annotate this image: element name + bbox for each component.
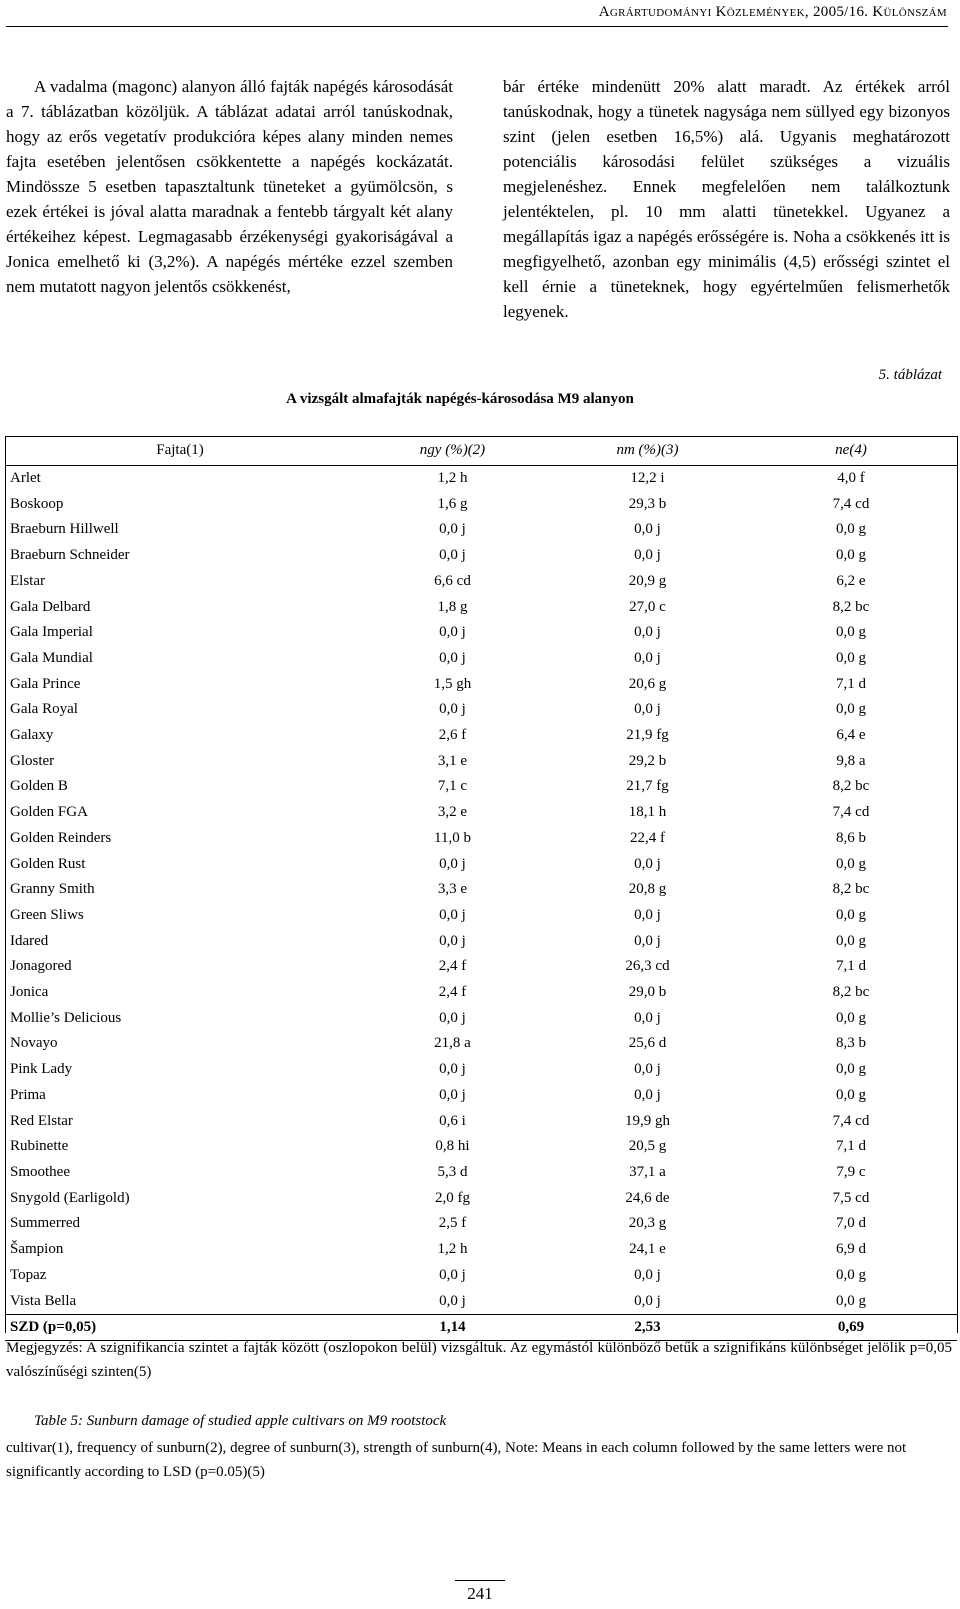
degree-cell: 29,3 b bbox=[628, 495, 667, 512]
frequency-cell: 0,0 j bbox=[439, 932, 466, 949]
table-row bbox=[5, 980, 957, 1006]
table-row bbox=[5, 672, 957, 698]
table-title-text: A vizsgált almafajták napégés-károsodása M9 alanyon bbox=[286, 391, 634, 407]
strength-cell: 6,9 d bbox=[836, 1241, 866, 1258]
table-row bbox=[5, 903, 957, 929]
strength-cell: 7,1 d bbox=[836, 675, 866, 692]
degree-cell: 20,8 g bbox=[628, 881, 667, 898]
cultivar-cell: Boskoop bbox=[10, 495, 64, 512]
degree-cell: 0,0 j bbox=[634, 521, 661, 538]
degree-cell: 20,3 g bbox=[628, 1215, 667, 1232]
frequency-cell: 0,0 j bbox=[439, 521, 466, 538]
cultivar-cell: Granny Smith bbox=[10, 881, 95, 898]
cultivar-cell: Braeburn Hillwell bbox=[10, 521, 119, 538]
cultivar-cell: Rubinette bbox=[10, 1138, 69, 1155]
header-rule bbox=[6, 26, 948, 27]
strength-cell: 7,5 cd bbox=[832, 1189, 870, 1206]
frequency-cell: 3,3 e bbox=[437, 881, 468, 898]
table-row bbox=[5, 826, 957, 852]
strength-cell: 7,1 d bbox=[836, 1138, 866, 1155]
table-row bbox=[5, 569, 957, 595]
strength-cell: 0,0 g bbox=[836, 701, 866, 718]
frequency-cell: 0,0 j bbox=[439, 855, 466, 872]
cultivar-cell: Gala Imperial bbox=[10, 624, 93, 641]
table-row bbox=[5, 877, 957, 903]
table-row bbox=[5, 749, 957, 775]
table-row bbox=[5, 492, 957, 518]
frequency-cell: 0,6 i bbox=[439, 1112, 466, 1129]
frequency-cell: 0,0 j bbox=[439, 649, 466, 666]
frequency-cell: 0,0 j bbox=[439, 547, 466, 564]
sunburn-table bbox=[5, 436, 957, 1341]
table-row bbox=[5, 929, 957, 955]
strength-cell: 4,0 f bbox=[837, 470, 865, 486]
strength-cell: 0,0 g bbox=[836, 1266, 866, 1283]
strength-cell: 9,8 a bbox=[836, 752, 866, 769]
strength-cell: 0,0 g bbox=[836, 906, 866, 923]
header-degree bbox=[550, 437, 745, 466]
degree-cell: 22,4 f bbox=[630, 829, 665, 846]
english-caption: Table 5: Sunburn damage of studied apple cultivars on M9 rootstock bbox=[34, 1413, 447, 1429]
table-row bbox=[5, 800, 957, 826]
frequency-cell: 0,0 j bbox=[439, 1009, 466, 1026]
cultivar-cell: Arlet bbox=[10, 470, 41, 486]
degree-cell: 21,9 fg bbox=[626, 727, 669, 744]
header-frequency-text: ngy (%)(2) bbox=[419, 442, 486, 459]
table-row bbox=[5, 1031, 957, 1057]
table-number: 5. táblázat bbox=[878, 367, 942, 383]
table-row bbox=[5, 1057, 957, 1083]
strength-cell: 8,2 bc bbox=[832, 881, 870, 898]
frequency-cell: 7,1 c bbox=[437, 778, 468, 795]
strength-cell: 8,2 bc bbox=[832, 984, 870, 1001]
degree-cell: 19,9 gh bbox=[625, 1112, 670, 1129]
degree-cell: 24,6 de bbox=[625, 1189, 670, 1206]
cultivar-cell: Summerred bbox=[10, 1215, 80, 1232]
degree-cell: 29,2 b bbox=[628, 752, 667, 769]
cultivar-cell: Golden B bbox=[10, 778, 68, 795]
frequency-cell: 1,2 h bbox=[437, 470, 468, 486]
strength-cell: 0,0 g bbox=[836, 1009, 866, 1026]
lsd-degree: 2,53 bbox=[550, 1315, 745, 1341]
table-row bbox=[5, 697, 957, 723]
degree-cell: 0,0 j bbox=[634, 1266, 661, 1283]
table-row bbox=[5, 466, 957, 492]
cultivar-cell: Mollie’s Delicious bbox=[10, 1009, 122, 1026]
degree-cell: 0,0 j bbox=[634, 1061, 661, 1078]
strength-cell: 0,0 g bbox=[836, 624, 866, 641]
degree-cell: 21,7 fg bbox=[626, 778, 669, 795]
degree-cell: 0,0 j bbox=[634, 624, 661, 641]
strength-cell: 6,2 e bbox=[836, 572, 866, 589]
cultivar-cell: Gloster bbox=[10, 752, 55, 769]
degree-cell: 0,0 j bbox=[634, 701, 661, 718]
frequency-cell: 11,0 b bbox=[434, 829, 471, 846]
strength-cell: 0,0 g bbox=[836, 547, 866, 564]
frequency-cell: 2,4 f bbox=[438, 958, 467, 975]
cultivar-cell: Gala Prince bbox=[10, 675, 81, 692]
cultivar-cell: Gala Royal bbox=[10, 701, 78, 718]
cultivar-cell: Pink Lady bbox=[10, 1061, 73, 1078]
lsd-strength: 0,69 bbox=[745, 1315, 957, 1341]
table-row bbox=[5, 517, 957, 543]
frequency-cell: 0,0 j bbox=[439, 1086, 466, 1103]
table-row bbox=[5, 1134, 957, 1160]
degree-cell: 0,0 j bbox=[634, 932, 661, 949]
strength-cell: 0,0 g bbox=[836, 1061, 866, 1078]
strength-cell: 7,1 d bbox=[836, 958, 866, 975]
frequency-cell: 1,8 g bbox=[437, 598, 468, 615]
frequency-cell: 2,5 f bbox=[438, 1215, 467, 1232]
degree-cell: 0,0 j bbox=[634, 906, 661, 923]
table-row bbox=[5, 852, 957, 878]
cultivar-cell: Vista Bella bbox=[10, 1292, 77, 1309]
table-title bbox=[0, 391, 960, 408]
frequency-cell: 0,0 j bbox=[439, 701, 466, 718]
table-body bbox=[5, 466, 957, 1315]
frequency-cell: 0,8 hi bbox=[435, 1138, 470, 1155]
frequency-cell: 1,2 h bbox=[437, 1241, 468, 1258]
strength-cell: 7,4 cd bbox=[832, 1112, 870, 1129]
cultivar-cell: Green Sliws bbox=[10, 906, 84, 923]
degree-cell: 0,0 j bbox=[634, 855, 661, 872]
frequency-cell: 0,0 j bbox=[439, 624, 466, 641]
frequency-cell: 1,5 gh bbox=[433, 675, 472, 692]
table-row bbox=[5, 1237, 957, 1263]
degree-cell: 29,0 b bbox=[628, 984, 667, 1001]
table-row bbox=[5, 1109, 957, 1135]
cultivar-cell: Gala Mundial bbox=[10, 649, 93, 666]
strength-cell: 7,4 cd bbox=[832, 495, 870, 512]
strength-cell: 8,2 bc bbox=[832, 598, 870, 615]
table-row bbox=[5, 1211, 957, 1237]
table-header-row bbox=[5, 437, 957, 466]
degree-cell: 0,0 j bbox=[634, 1086, 661, 1103]
strength-cell: 0,0 g bbox=[836, 649, 866, 666]
table-row bbox=[5, 1263, 957, 1289]
table-row bbox=[5, 723, 957, 749]
strength-cell: 7,9 c bbox=[836, 1163, 866, 1180]
strength-cell: 0,0 g bbox=[836, 1086, 866, 1103]
table-row bbox=[5, 620, 957, 646]
frequency-cell: 21,8 a bbox=[434, 1035, 471, 1052]
strength-cell: 8,3 b bbox=[836, 1035, 866, 1052]
cultivar-cell: Snygold (Earligold) bbox=[10, 1189, 130, 1206]
frequency-cell: 0,0 j bbox=[439, 1061, 466, 1078]
journal-header: Agrártudományi Közlemények, 2005/16. Különszám bbox=[598, 4, 947, 20]
degree-cell: 25,6 d bbox=[628, 1035, 667, 1052]
table-row bbox=[5, 646, 957, 672]
strength-cell: 0,0 g bbox=[836, 855, 866, 872]
table-row bbox=[5, 1186, 957, 1212]
cultivar-cell: Idared bbox=[10, 932, 49, 949]
degree-cell: 20,5 g bbox=[628, 1138, 667, 1155]
strength-cell: 7,0 d bbox=[836, 1215, 866, 1232]
table-row bbox=[5, 774, 957, 800]
frequency-cell: 2,4 f bbox=[438, 984, 467, 1001]
cultivar-cell: Golden Rust bbox=[10, 855, 86, 872]
strength-cell: 6,4 e bbox=[836, 727, 866, 744]
cultivar-cell: Gala Delbard bbox=[10, 598, 91, 615]
header-degree-text: nm (%)(3) bbox=[616, 442, 679, 459]
cultivar-cell: Topaz bbox=[10, 1266, 47, 1283]
cultivar-cell: Red Elstar bbox=[10, 1112, 73, 1129]
frequency-cell: 6,6 cd bbox=[434, 572, 471, 589]
cultivar-cell: Šampion bbox=[10, 1241, 64, 1258]
table-row bbox=[5, 1006, 957, 1032]
degree-cell: 27,0 c bbox=[629, 598, 666, 615]
frequency-cell: 0,0 j bbox=[439, 906, 466, 923]
degree-cell: 0,0 j bbox=[634, 1292, 661, 1309]
header-strength bbox=[745, 437, 957, 466]
frequency-cell: 0,0 j bbox=[439, 1292, 466, 1309]
strength-cell: 8,6 b bbox=[836, 829, 866, 846]
lsd-frequency: 1,14 bbox=[355, 1315, 550, 1341]
frequency-cell: 1,6 g bbox=[437, 495, 468, 512]
strength-cell: 8,2 bc bbox=[832, 778, 870, 795]
degree-cell: 24,1 e bbox=[629, 1241, 666, 1258]
cultivar-cell: Galaxy bbox=[10, 727, 54, 744]
english-note: cultivar(1), frequency of sunburn(2), degree of sunburn(3), strength of sunburn(4), Note: Means in each column followed by the same letters were not significantly according to LSD (p=0.05)(5) bbox=[6, 1440, 907, 1480]
degree-cell: 0,0 j bbox=[634, 1009, 661, 1026]
cultivar-cell: Braeburn Schneider bbox=[10, 547, 130, 564]
left-column-text: A vadalma (magonc) alanyon álló fajták napégés károsodását a 7. táblázatban közöljük. A táblázat adatai arról tanúskodnak, hogy az erős vegetatív produkcióra képes alany minden nemes fajta esetében jelentősen csökkentette a napégés kockázatát. Mindössze 5 esetben tapasztaltunk tüneteket a gyümölcsön, s ezek értékei is jóval alatta maradnak a fentebb tárgyalt két alany értékeihez képest. Legmagasabb érzékenységi gyakoriságával a Jonica emelhető ki (3,2%). A napégés mértéke ezzel szemben nem mutatott nagyon jelentős csökkenést, bbox=[6, 77, 453, 296]
degree-cell: 0,0 j bbox=[634, 649, 661, 666]
cultivar-cell: Elstar bbox=[10, 572, 45, 589]
frequency-cell: 2,0 fg bbox=[435, 1189, 470, 1206]
frequency-cell: 3,2 e bbox=[437, 804, 468, 821]
degree-cell: 37,1 a bbox=[629, 1163, 666, 1180]
frequency-cell: 2,6 f bbox=[438, 727, 467, 744]
degree-cell: 26,3 cd bbox=[625, 958, 670, 975]
table-row bbox=[5, 595, 957, 621]
cultivar-cell: Smoothee bbox=[10, 1163, 70, 1180]
strength-cell: 0,0 g bbox=[836, 932, 866, 949]
hungarian-note: Megjegyzés: A szignifikancia szintet a fajták között (oszlopokon belül) vizsgáltuk. Az egymástól különböző betűk a szignifikáns különbséget jelölik p=0,05 valószínűségi szinten(5) bbox=[6, 1340, 952, 1380]
table-row bbox=[5, 954, 957, 980]
degree-cell: 20,6 g bbox=[628, 675, 667, 692]
cultivar-cell: Jonagored bbox=[10, 958, 72, 975]
degree-cell: 20,9 g bbox=[628, 572, 667, 589]
strength-cell: 0,0 g bbox=[836, 1292, 866, 1309]
strength-cell: 0,0 g bbox=[836, 521, 866, 538]
page-number-rule bbox=[455, 1580, 505, 1581]
table-row bbox=[5, 1160, 957, 1186]
degree-cell: 12,2 i bbox=[630, 470, 665, 486]
cultivar-cell: Novayo bbox=[10, 1035, 58, 1052]
frequency-cell: 3,1 e bbox=[437, 752, 468, 769]
cultivar-cell: Prima bbox=[10, 1086, 46, 1103]
frequency-cell: 0,0 j bbox=[439, 1266, 466, 1283]
degree-cell: 18,1 h bbox=[628, 804, 667, 821]
table-row bbox=[5, 1083, 957, 1109]
degree-cell: 0,0 j bbox=[634, 547, 661, 564]
right-column-text: bár értéke mindenütt 20% alatt maradt. Az értékek arról tanúskodnak, hogy a tünetek nagysága nem süllyed egy bizonyos szint (jelen esetben 16,5%) alá. Ugyanis meghatározott potenciális károsodási felület szükséges a vizuális megjelenéshez. Ennek megfelelően nem találkoztunk jelentéktelen, pl. 10 mm alatti tünetekkel. Ugyanez a megállapítás igaz a napégés erősségére is. Noha a csökkenés itt is megfigyelhető, azonban egy minimális (4,5) erősségi szintet el kell érnie a tüneteknek, hogy egyértelműen felismerhetők legyenek. bbox=[503, 77, 950, 321]
header-strength-text: ne(4) bbox=[835, 442, 867, 459]
page-number: 241 bbox=[467, 1584, 493, 1603]
table-row bbox=[5, 543, 957, 569]
frequency-cell: 5,3 d bbox=[437, 1163, 468, 1180]
table-row bbox=[5, 1289, 957, 1315]
header-frequency bbox=[355, 437, 550, 466]
cultivar-cell: Golden Reinders bbox=[10, 829, 112, 846]
lsd-label: SZD (p=0,05) bbox=[5, 1315, 355, 1341]
header-cultivar: Fajta(1) bbox=[5, 437, 355, 466]
strength-cell: 7,4 cd bbox=[832, 804, 870, 821]
cultivar-cell: Golden FGA bbox=[10, 804, 88, 821]
cultivar-cell: Jonica bbox=[10, 984, 49, 1001]
